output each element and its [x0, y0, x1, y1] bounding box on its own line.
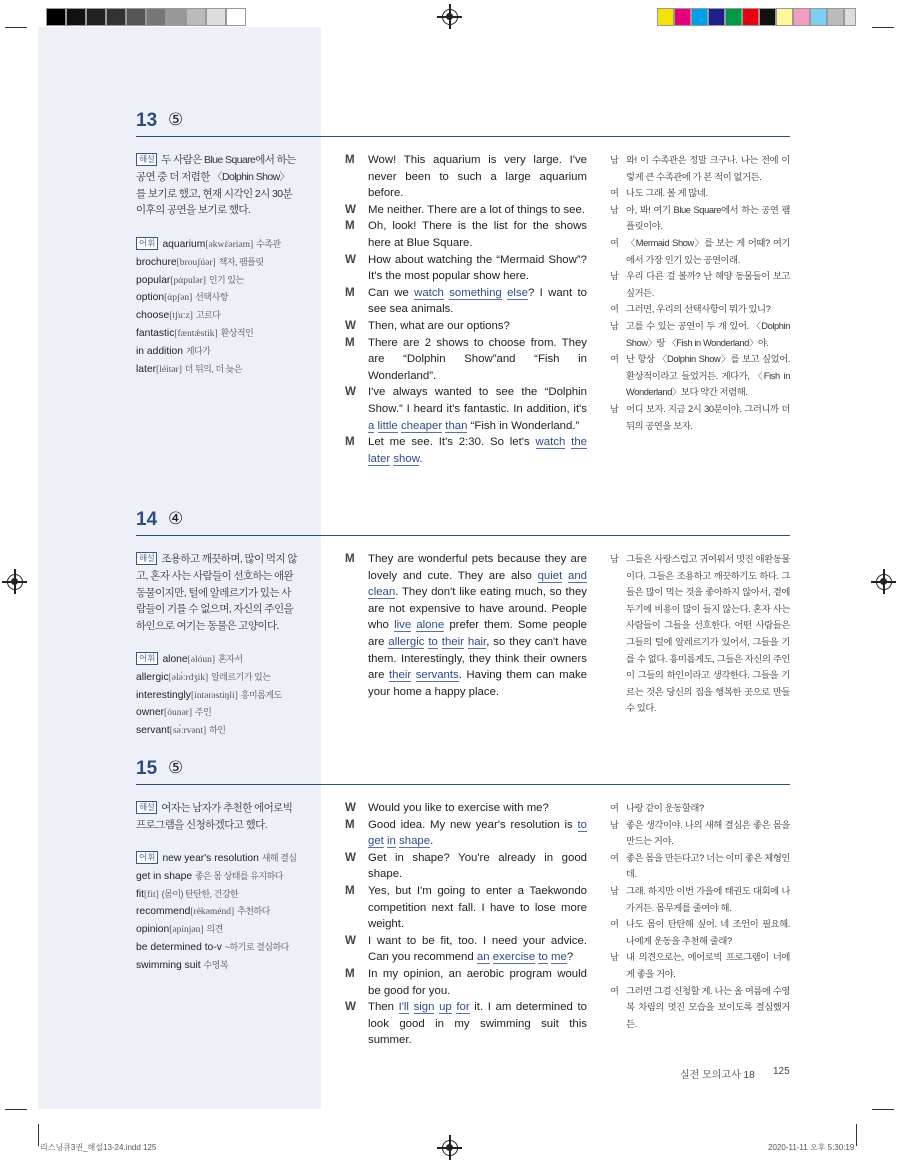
dialogue-line [345, 800, 587, 817]
vocab-item [136, 307, 316, 325]
speaker-label: 남 [610, 819, 619, 830]
dialogue-text: . [430, 835, 434, 848]
speaker-label: 여 [610, 237, 619, 248]
explanation-tag: 해설 [136, 801, 157, 814]
speaker-label: 남 [610, 320, 619, 331]
speaker-label: W [345, 252, 356, 266]
highlighted-word: get [368, 835, 384, 848]
highlighted-word: up [439, 1001, 452, 1014]
dialogue-text: Let me see. It's 2:30. So let's [368, 436, 536, 449]
vocab-meaning: (몸이) 탄탄한, 건강한 [161, 888, 239, 899]
dialogue-line [345, 152, 587, 202]
vocab-word: interestingly [136, 689, 191, 701]
translation-line [610, 551, 790, 717]
vocab-meaning: 혼자서 [217, 654, 243, 664]
highlighted-word: live [394, 619, 412, 632]
translation-text: 고를 수 있는 공연이 두 개 있어. 〈Dolphin Show〉랑 〈Fish in Wonderland〉야. [626, 320, 790, 348]
speaker-label: W [345, 318, 356, 332]
translation-line [610, 318, 790, 351]
vocab-tag: 어휘 [136, 851, 158, 864]
speaker-label: M [345, 219, 355, 233]
vocab-tag: 어휘 [136, 652, 158, 665]
dialogue-text: In my opinion, an aerobic program would be good for you. [368, 967, 587, 997]
vocab-item [136, 687, 316, 705]
vocab-pronunciation: [sə́ːrvənt] [169, 726, 207, 737]
vocab-item [136, 343, 316, 361]
translation-text: 난 항상 〈Dolphin Show〉를 보고 싶었어. 환상적이라고 들었거든. 게다가, 〈Fish in Wonderland〉보다 약간 저렴해. [626, 354, 790, 398]
section-number: 15 [136, 758, 158, 779]
vocab-word: be determined to-v [136, 941, 222, 953]
highlighted-word: show [393, 452, 420, 465]
dialogue-text: it. I am determined to look good in my swimming suit this summer. [368, 1001, 587, 1047]
speaker-label: 남 [610, 204, 619, 215]
vocab-meaning: 흥미롭게도 [240, 689, 282, 700]
vocab-word: later [136, 363, 157, 375]
vocab-word: in addition [136, 345, 183, 357]
vocab-item [136, 289, 316, 307]
dialogue-line [345, 218, 587, 251]
speaker-label: W [345, 933, 356, 947]
vocab-word: allergic [136, 671, 169, 683]
speaker-label: 여 [610, 803, 619, 813]
translation-line [610, 949, 790, 982]
speaker-label: M [345, 335, 355, 349]
crop-mark [856, 1124, 857, 1146]
highlighted-word: servants [415, 669, 459, 682]
translation-14 [610, 551, 790, 717]
registration-mark-icon [7, 574, 23, 590]
dialogue-line [345, 434, 587, 467]
highlighted-word: to [577, 818, 587, 831]
highlighted-word: hair [467, 635, 487, 648]
highlighted-word: to [538, 951, 548, 964]
dialogue-text: . [419, 452, 423, 465]
vocab-meaning: 주인 [194, 707, 212, 718]
vocab-header [136, 850, 316, 868]
crop-mark [38, 1124, 39, 1146]
highlighted-word: watch [414, 286, 444, 299]
vocab-word: servant [136, 725, 170, 737]
dialogue-line [345, 883, 587, 933]
highlighted-word: allergic [388, 635, 425, 648]
translation-line [610, 185, 790, 202]
translation-line [610, 850, 790, 883]
translation-line [610, 983, 790, 1033]
vocab-item [136, 704, 316, 722]
translation-text: 내 의견으로는, 에어로빅 프로그램이 너에게 좋을 거야. [626, 952, 790, 979]
translation-text: 와! 이 수족관은 정말 크구나. 나는 전에 이렇게 큰 수족관에 가 본 적이 없거든. [626, 155, 790, 182]
highlighted-word: sign [413, 1001, 435, 1014]
highlighted-word: little [377, 419, 398, 432]
explanation-13 [136, 152, 298, 219]
translation-text: 나도 그래. 볼 게 많네. [626, 188, 708, 199]
dialogue-text: How about watching the “Mermaid Show”? It's the most popular show here. [368, 253, 587, 283]
explanation-15 [136, 800, 298, 834]
speaker-label: W [345, 202, 356, 216]
vocab-item [136, 939, 316, 957]
vocab-meaning: 알레르기가 있는 [211, 671, 271, 682]
translation-text: 좋은 몸을 만든다고? 너는 이미 좋은 체형인데. [626, 852, 790, 880]
dialogue-13 [345, 152, 587, 467]
highlighted-word: alone [416, 619, 445, 632]
translation-line [610, 916, 790, 949]
vocab-word: option [136, 292, 165, 304]
dialogue-text [409, 1001, 414, 1013]
speaker-label: M [345, 966, 355, 980]
vocab-item [136, 325, 316, 343]
translation-line [610, 800, 790, 817]
vocab-meaning: 고르다 [195, 310, 221, 321]
dialogue-text: I've always wanted to see the “Dolphin Show.” I heard it's fantastic. In addition, it's [368, 386, 587, 415]
vocab-meaning: 의견 [206, 924, 223, 935]
vocab-meaning: 더 뒤의, 더 늦은 [184, 363, 242, 374]
crop-mark [872, 27, 894, 28]
highlighted-word: quiet [537, 569, 563, 582]
vocab-item [136, 921, 316, 939]
vocab-meaning: 책자, 팸플릿 [218, 256, 264, 267]
speaker-label: 여 [610, 354, 619, 365]
section-number: 13 [136, 110, 158, 131]
vocab-pronunciation: [əkwέəriəm] [205, 240, 254, 250]
section-number: 14 [136, 509, 158, 530]
slug-date: 2020-11-11 오후 5:30:19 [768, 1143, 855, 1152]
highlighted-word: their [388, 669, 412, 682]
highlighted-word: later [368, 452, 391, 465]
dialogue-line [345, 817, 587, 850]
dialogue-15 [345, 800, 587, 1049]
vocab-meaning: 추천하다 [237, 906, 270, 917]
vocab-pronunciation: [fæntǽstik] [174, 328, 218, 339]
dialogue-line [345, 933, 587, 966]
vocab-header [136, 236, 316, 254]
vocab-word: opinion [136, 924, 170, 936]
vocab-item [136, 886, 316, 904]
translation-15 [610, 800, 790, 1032]
section-answer: ④ [168, 509, 184, 528]
vocab-item [136, 722, 316, 740]
section-header-13 [136, 110, 790, 137]
vocab-pronunciation: [rèkəménd] [190, 907, 235, 918]
dialogue-text: Oh, look! There is the list for the shows here at Blue Square. [368, 220, 587, 249]
translation-line [610, 152, 790, 185]
dialogue-14 [345, 551, 587, 700]
speaker-label: M [345, 552, 355, 565]
vocab-pronunciation: [ələ́ːrdʒik] [168, 672, 209, 683]
registration-mark-icon [442, 9, 458, 25]
vocab-list-15 [136, 850, 316, 975]
highlighted-word: shape [399, 835, 431, 848]
vocab-word: new year's resolution [162, 853, 259, 864]
highlighted-word: an [476, 951, 490, 964]
vocab-list-14 [136, 651, 316, 740]
translation-text: 좋은 생각이야. 나의 새해 결심은 좋은 몸을 만드는 거야. [626, 819, 790, 847]
speaker-label: M [345, 285, 355, 299]
vocab-pronunciation: [íntərəstiŋli] [190, 690, 238, 701]
speaker-label: 남 [610, 155, 619, 165]
speaker-label: 남 [610, 271, 619, 282]
dialogue-line [345, 384, 587, 434]
dialogue-text: Get in shape? You're already in good shape. [368, 851, 587, 881]
dialogue-text: . Having them can make your home a happy place. [368, 669, 587, 698]
dialogue-text: Would you like to exercise with me? [368, 802, 549, 814]
vocab-pronunciation: [əpínjən] [169, 925, 204, 936]
highlighted-word: cheaper [400, 419, 443, 432]
vocab-pronunciation: [tʃuːz] [169, 311, 193, 322]
vocab-word: choose [136, 310, 170, 322]
vocab-pronunciation: [óunər] [164, 708, 193, 719]
dialogue-text: Me neither. There are a lot of things to see. [368, 203, 585, 216]
vocab-item [136, 254, 316, 272]
speaker-label: W [345, 385, 356, 399]
highlighted-word: watch [535, 436, 566, 449]
vocab-meaning: 좋은 몸 상태를 유지하다 [194, 870, 283, 881]
highlighted-word: for [456, 1001, 470, 1014]
registration-mark-icon [876, 574, 892, 590]
vocab-word: aquarium [162, 239, 206, 250]
translation-text: 나도 몸이 탄탄해 싶어. 네 조언이 필요해. 나에게 운동을 추천해 줄래? [626, 919, 790, 946]
highlighted-word: than [445, 419, 468, 432]
vocab-meaning: 수영복 [203, 959, 229, 970]
dialogue-line [345, 335, 587, 385]
highlighted-word: the [571, 436, 587, 449]
speaker-label: W [345, 801, 356, 814]
translation-line [610, 301, 790, 318]
crop-mark [5, 1109, 27, 1110]
crop-mark [872, 1109, 894, 1110]
dialogue-line [345, 202, 587, 219]
vocab-word: popular [136, 274, 171, 286]
section-answer: ⑤ [168, 758, 184, 777]
slug-file: 리스닝큐3권_해설13-24.indd 125 [40, 1143, 157, 1152]
dialogue-text: ? I want to see sea animals. [368, 286, 587, 316]
translation-line [610, 351, 790, 401]
explanation-text: 두 사람은 Blue Square에서 하는 공연 중 더 저렴한 〈Dolphin Show〉를 보기로 했고, 현재 시각인 2시 30분 이후의 공연을 보기로 했다. [136, 154, 296, 217]
dialogue-line [345, 966, 587, 999]
speaker-label: 남 [610, 952, 619, 963]
vocab-word: recommend [136, 906, 191, 918]
vocab-word: get in shape [136, 870, 193, 882]
vocab-meaning: 인기 있는 [208, 274, 244, 285]
dialogue-text: Good idea. My new year's resolution is [368, 818, 578, 831]
vocab-item [136, 361, 316, 379]
dialogue-text: I want to be fit, too. I need your advice. Can you recommend [368, 934, 587, 964]
speaker-label: M [345, 153, 355, 166]
speaker-label: W [345, 850, 356, 864]
crop-mark [5, 27, 27, 28]
explanation-tag: 해설 [136, 552, 157, 565]
speaker-label: 남 [610, 403, 619, 414]
vocab-pronunciation: [fit] [144, 889, 159, 900]
highlighted-word: exercise [492, 951, 536, 964]
dialogue-text: “Fish in Wonderland.” [467, 419, 580, 432]
translation-text: 우리 다른 걸 볼까? 난 해양 동물들이 보고 싶거든. [626, 271, 790, 298]
translation-line [610, 883, 790, 916]
dialogue-text: . They don't like eating much, so they are not expensive to have around. People who [368, 586, 587, 632]
dialogue-text: Then [368, 1001, 399, 1014]
dialogue-line [345, 318, 587, 335]
dialogue-text: They are wonderful pets because they are lovely and cute. They are also [368, 553, 587, 582]
dialogue-text: , so they can't have them. Interestingly, they think their owners are [368, 635, 587, 682]
vocab-word: fit [136, 888, 145, 900]
highlighted-word: me [551, 951, 567, 964]
vocab-word: brochure [136, 256, 177, 268]
section-header-14 [136, 509, 790, 536]
speaker-label: 여 [610, 304, 619, 315]
speaker-label: W [345, 1000, 356, 1014]
vocab-meaning: 환상적인 [220, 327, 254, 338]
highlighted-word: something [449, 286, 502, 299]
highlighted-word: a [368, 419, 375, 432]
page-number: 125 [773, 1066, 790, 1077]
speaker-label: M [345, 817, 355, 831]
explanation-text: 여자는 남자가 추천한 에어로빅 프로그램을 신청하겠다고 했다. [136, 802, 293, 831]
vocab-meaning: 선택사항 [195, 292, 228, 303]
vocab-pronunciation: [pάpulər] [170, 275, 206, 286]
speaker-label: 남 [610, 885, 619, 896]
translation-text: 그래. 하지만 이번 가을에 태권도 대회에 나가거든. 몸무게를 줄여야 해. [626, 885, 790, 913]
translation-line [610, 401, 790, 434]
vocab-meaning: 하인 [209, 725, 226, 736]
speaker-label: M [345, 883, 355, 897]
dialogue-line [345, 285, 587, 318]
vocab-pronunciation: [άpʃən] [164, 293, 193, 304]
section-header-15 [136, 758, 790, 785]
vocab-word: owner [136, 707, 165, 719]
vocab-tag: 어휘 [136, 237, 158, 250]
highlighted-word: their [441, 635, 464, 648]
dialogue-line [345, 551, 587, 700]
vocab-word: fantastic [136, 327, 175, 339]
dialogue-line [345, 999, 587, 1049]
vocab-meaning: ~하기로 결심하다 [224, 941, 289, 952]
explanation-text: 조용하고 깨끗하며, 많이 먹지 않고, 혼자 사는 사람들이 선호하는 애완동물이지만, 털에 알레르기가 있는 사람들이 기를 수 없으며, 자신의 주인을 하인으로 여기는 동물은 고양이다. [136, 553, 297, 633]
highlighted-word: and [567, 569, 587, 582]
section-answer: ⑤ [168, 110, 184, 129]
translation-text: 나랑 같이 운동할래? [626, 803, 704, 813]
highlighted-word: to [428, 635, 438, 648]
dialogue-text: Wow! This aquarium is very large. I've never been to such a large aquarium before. [368, 154, 587, 200]
speaker-label: 남 [610, 554, 619, 564]
footer-title: 실전 모의고사 18 [680, 1070, 755, 1081]
speaker-label: 여 [610, 919, 619, 930]
dialogue-text: Then, what are our options? [368, 319, 510, 332]
explanation-tag: 해설 [136, 153, 157, 166]
speaker-label: 여 [610, 188, 619, 199]
vocab-word: swimming suit [136, 959, 201, 971]
speaker-label: 여 [610, 852, 619, 863]
vocab-header [136, 651, 316, 669]
dialogue-text: ? [566, 951, 574, 964]
dialogue-text: prefer them. Some people are [368, 619, 587, 648]
translation-text: 아, 봐! 여기 Blue Square에서 하는 공연 팸플릿이야. [626, 204, 790, 232]
highlighted-word: I'll [398, 1001, 409, 1014]
vocab-pronunciation: [léitər] [156, 364, 182, 375]
registration-mark-icon [442, 1140, 458, 1156]
vocab-pronunciation: [brouʃúər] [176, 257, 216, 268]
vocab-item [136, 903, 316, 921]
highlighted-word: clean [368, 586, 396, 599]
vocab-item [136, 957, 316, 975]
dialogue-text: Can we [368, 286, 415, 299]
translation-text: 어디 보자. 지금 2시 30분이야. 그러니까 더 뒤의 공연을 보자. [626, 403, 790, 431]
translation-line [610, 268, 790, 301]
vocab-meaning: 게다가 [185, 345, 211, 356]
dialogue-text: There are 2 shows to choose from. They are “Dolphin Show”and “Fish in Wonderland”. [368, 336, 587, 382]
vocab-meaning: 새해 결심 [261, 853, 297, 863]
translation-line [610, 817, 790, 850]
dialogue-line [345, 850, 587, 883]
translation-13 [610, 152, 790, 434]
vocab-list-13 [136, 236, 316, 378]
dialogue-text [411, 669, 416, 681]
explanation-14 [136, 551, 298, 635]
translation-text: 그러면 그걸 신청할 게. 나는 올 여름에 수영복 차림의 멋진 모습을 보이도록 결심했거든. [626, 985, 790, 1029]
speaker-label: M [345, 435, 355, 449]
vocab-item [136, 272, 316, 290]
vocab-item [136, 868, 316, 886]
translation-text: 그러면, 우리의 선택사항이 뭐가 있니? [626, 304, 771, 315]
translation-line [610, 202, 790, 235]
vocab-word: alone [162, 654, 188, 665]
highlighted-word: else [507, 286, 528, 299]
dialogue-text: Yes, but I'm going to enter a Taekwondo competition next fall. I have to lose more weight. [368, 884, 587, 931]
translation-text: 〈Mermaid Show〉를 보는 게 어때? 여기에서 가장 인기 있는 공연이래. [626, 237, 790, 265]
highlighted-word: in [387, 835, 396, 848]
dialogue-line [345, 252, 587, 285]
vocab-pronunciation: [əlóun] [187, 655, 216, 665]
vocab-item [136, 669, 316, 687]
speaker-label: 여 [610, 985, 619, 996]
translation-text: 그들은 사랑스럽고 귀여워서 멋진 애완동물이다. 그들은 조용하고 깨끗하기도 하다. 그들은 많이 먹는 것을 좋아하지 않아서, 곁에 두기에 비용이 많이 들지 않는다. 혼자 사는 사람들이 그들을 선호한다. 어떤 사람들은 그들의 털에 알레르기가 있어서, 그들을 기를 수 없다. 흥미롭게도, 그들은 자신의 주인이 그들의 하인이라고 생각한다. 그들을 기르는 것은 당신의 집을 행복한 곳으로 만들 수 있다. [626, 554, 790, 714]
translation-line [610, 235, 790, 268]
vocab-meaning: 수족관 [256, 239, 281, 249]
